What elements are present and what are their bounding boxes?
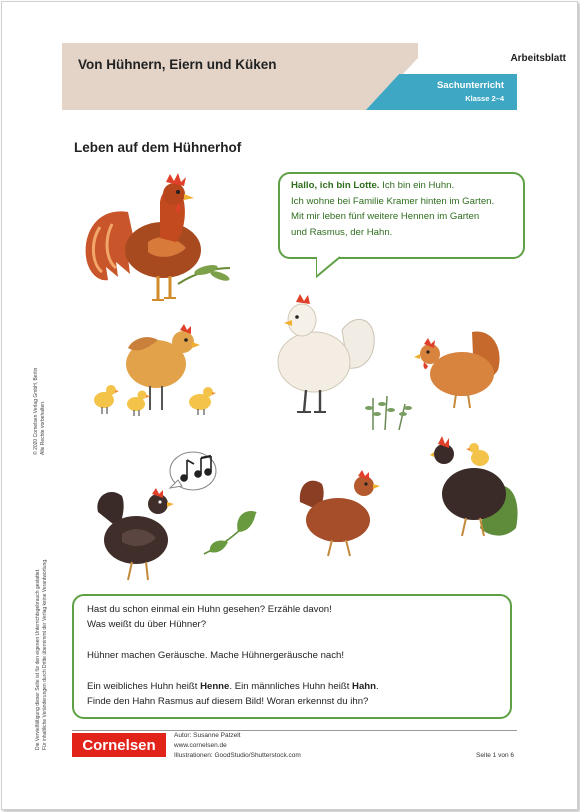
term-henne: Henne: [200, 681, 230, 692]
question-1: Hast du schon einmal ein Huhn gesehen? Erzähle davon!: [87, 604, 332, 615]
term-hahn: Hahn: [352, 681, 377, 692]
bubble-line-4: und Rasmus, der Hahn.: [291, 226, 393, 238]
page-number: Seite 1 von 6: [476, 752, 514, 759]
bubble-intro-rest: Ich bin ein Huhn.: [379, 180, 455, 191]
subject-label: Sachunterricht: [436, 80, 504, 91]
leaf-illustration: [200, 506, 262, 560]
worksheet-title: Von Hühnern, Eiern und Küken: [78, 57, 277, 72]
speech-bubble-text: [291, 178, 521, 240]
black-hen-with-chick-illustration: [430, 428, 522, 546]
copyright-note: © 2020 Cornelsen Verlag GmbH, Berlin Alle Rechte vorbehalten.: [33, 367, 46, 455]
usage-note: Die Vervielfältigung dieser Seite ist für den eigenen Unterrichtsgebrauch gestattet. Für inhaltliche Veränderungen durch Dritte übernimmt der Verlag keine Verantwortung.: [35, 558, 48, 750]
bubble-line-2: Ich wohne bei Familie Kramer hinten im Garten.: [291, 195, 495, 207]
question-5: Finde den Hahn Rasmus auf diesem Bild! Woran erkennst du ihn?: [87, 696, 369, 707]
footer-website-link[interactable]: www.cornelsen.de: [174, 742, 227, 749]
bubble-intro-bold: Hallo, ich bin Lotte.: [291, 180, 380, 191]
grade-label: Klasse 2–4: [465, 94, 504, 103]
question-2: Was weißt du über Hühner?: [87, 619, 207, 630]
bubble-line-3: Mit mir leben fünf weitere Hennen im Garten: [291, 211, 480, 222]
section-title: Leben auf dem Hühnerhof: [74, 140, 242, 155]
footer-author: Autor: Susanne Patzelt: [174, 732, 241, 739]
footer-credits: [174, 731, 301, 761]
brown-hen-illustration: [296, 462, 388, 560]
cornelsen-logo: Cornelsen: [72, 733, 166, 757]
question-text: [87, 602, 507, 709]
question-4: Ein weibliches Huhn heißt Henne. Ein männliches Huhn heißt Hahn.: [87, 681, 379, 692]
header-type-box: [418, 43, 517, 74]
orange-hen-illustration: [412, 318, 508, 414]
speech-bubble-tail: [316, 255, 356, 279]
footer-illustrations: Illustrationen: GoodStudio/Shutterstock.com: [174, 752, 301, 759]
question-3: Hühner machen Geräusche. Mache Hühnergeräusche nach!: [87, 650, 345, 661]
rooster-illustration: [78, 172, 238, 307]
hen-with-chicks-illustration: [88, 318, 223, 420]
black-hen-illustration: [92, 482, 192, 584]
worksheet-type-label: Arbeitsblatt: [510, 53, 566, 64]
herb-sprig-illustration: [363, 392, 415, 432]
